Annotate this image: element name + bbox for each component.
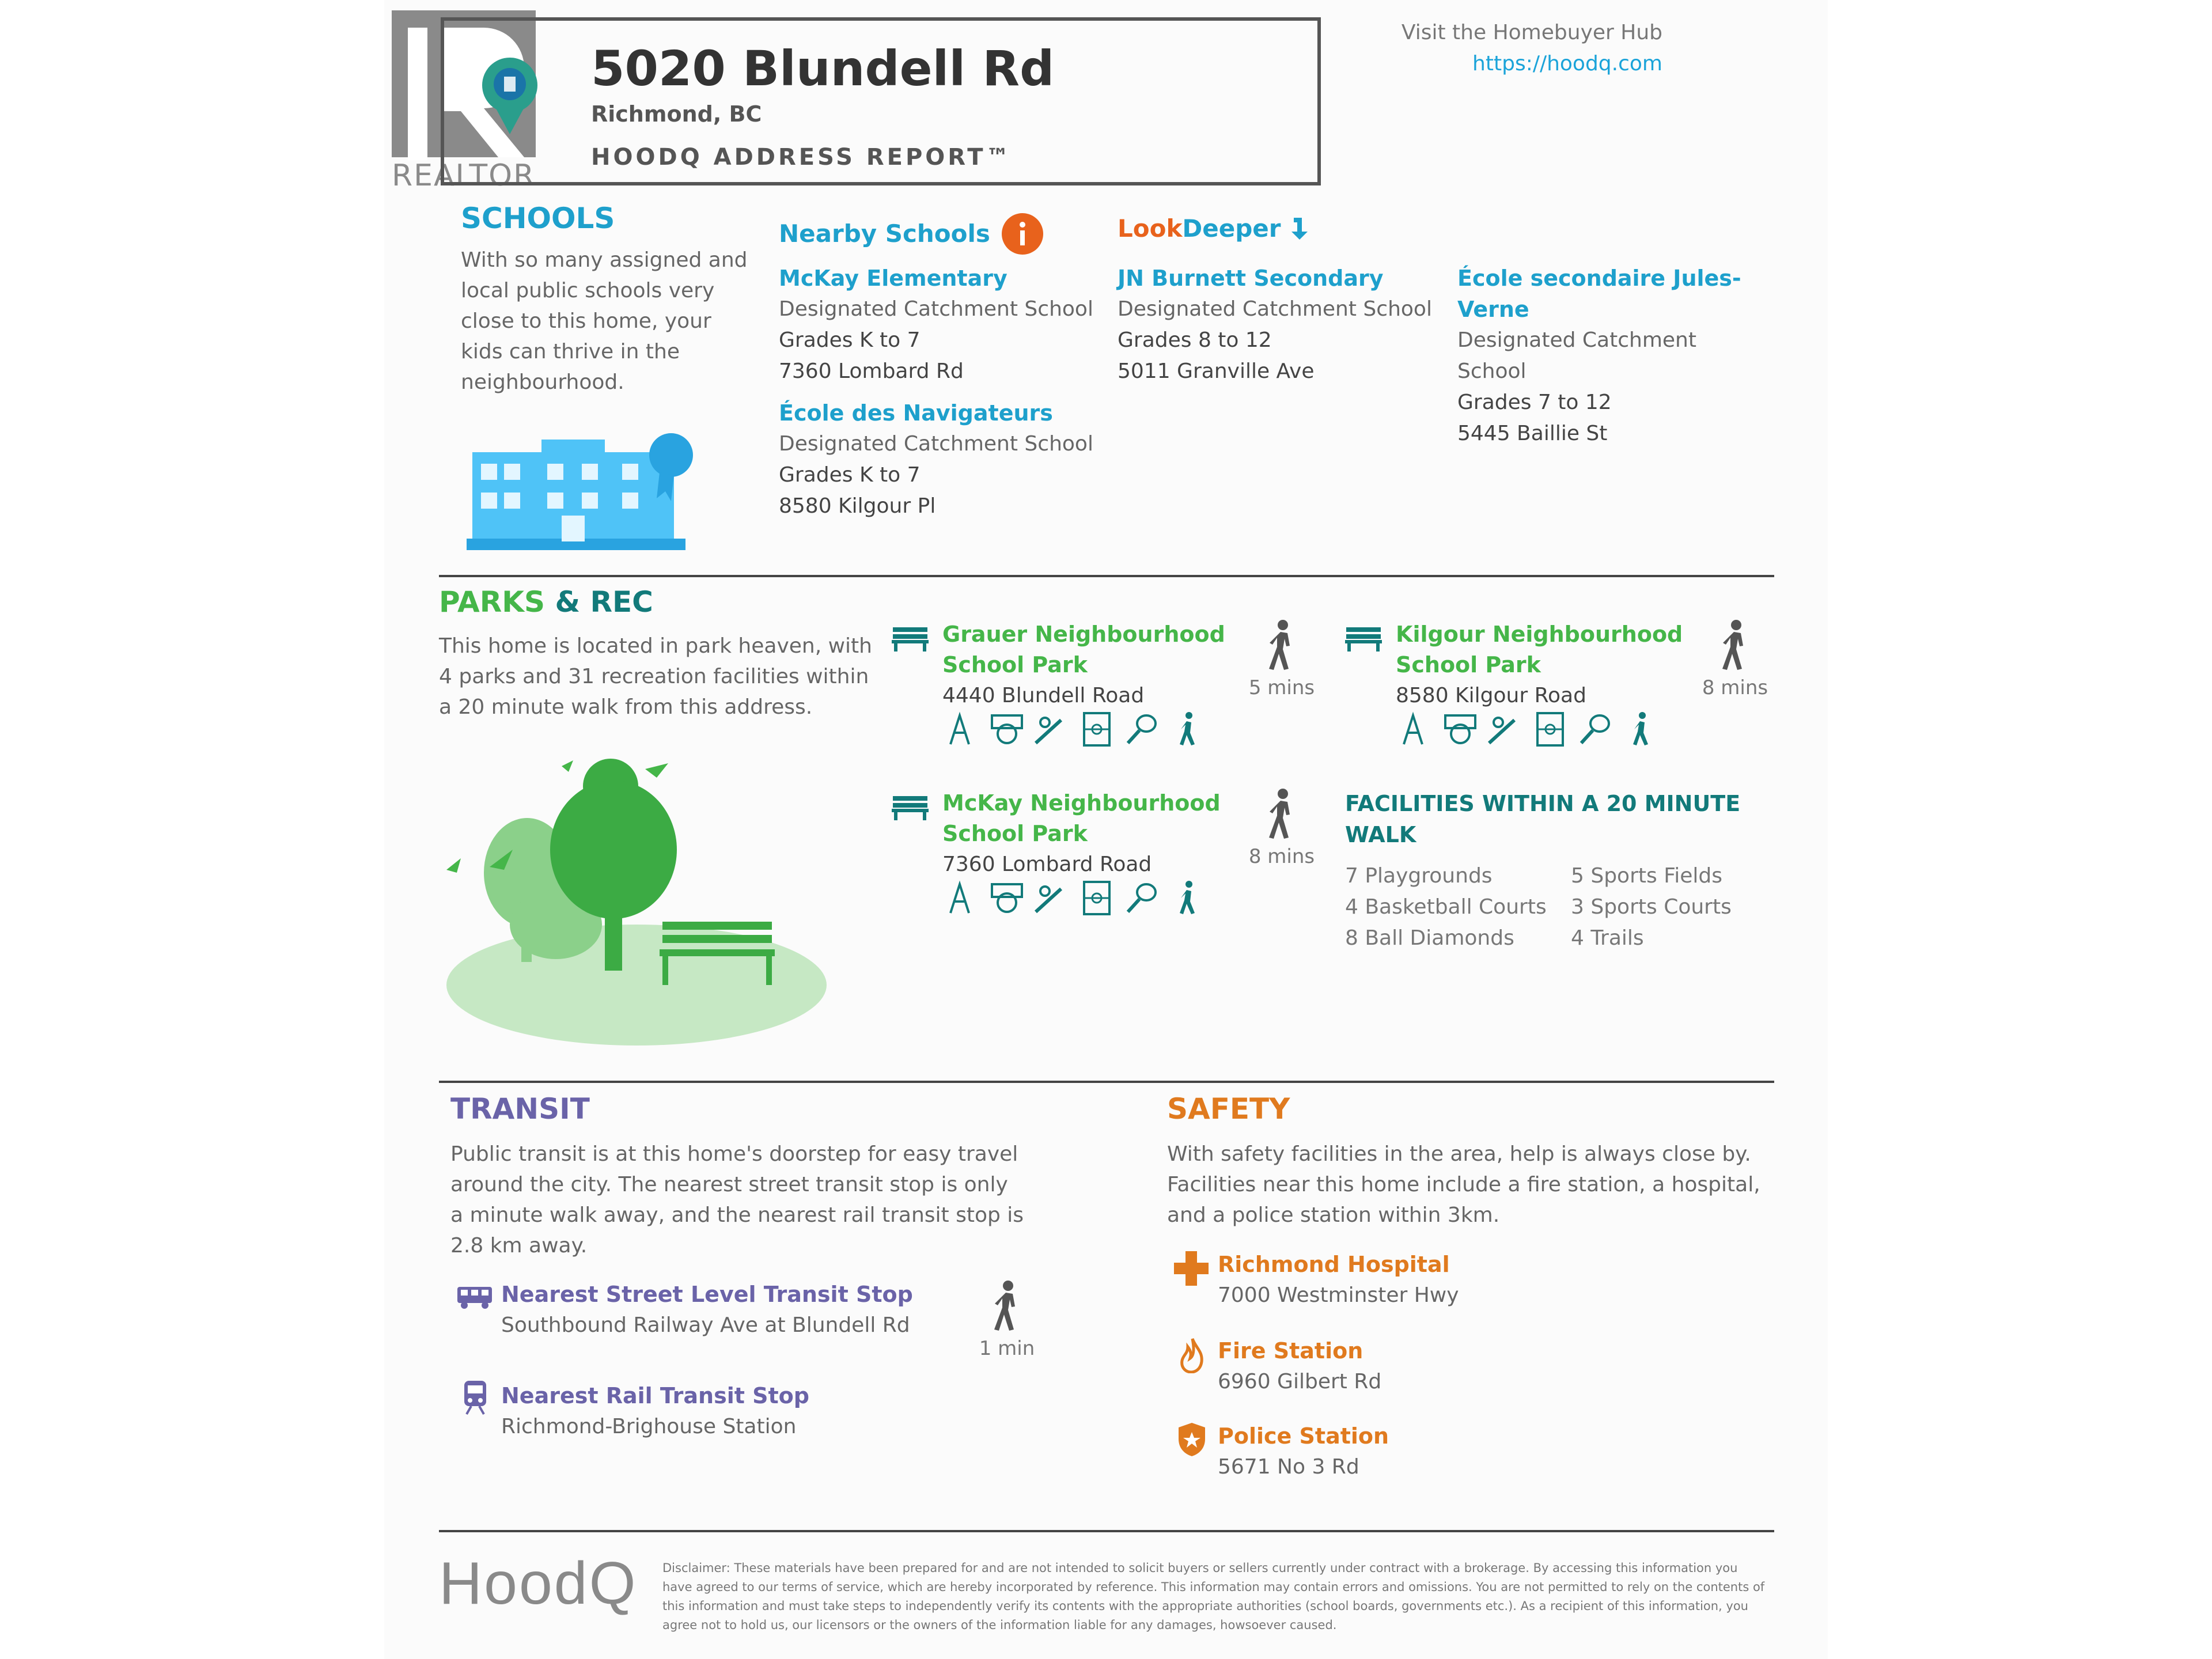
basketball-icon — [1441, 710, 1480, 749]
walking-person-icon — [1264, 788, 1299, 840]
facility-icons — [1396, 710, 1660, 749]
bench-icon — [892, 794, 929, 821]
school-card — [1118, 263, 1440, 387]
school-address: 8580 Kilgour Pl — [779, 494, 936, 518]
hoodq-logo: HoodQ — [439, 1550, 638, 1617]
safety-facility-address: 7000 Westminster Hwy — [1218, 1283, 1459, 1307]
safety-facility-name[interactable]: Police Station — [1218, 1423, 1389, 1449]
transit-description: Public transit is at this home's doorstep for easy travel around the city. The nearest street transit stop is only a minute walk away, and the nearest rail transit stop is 2.8 km away. — [450, 1142, 1024, 1257]
school-address: 5011 Granville Ave — [1118, 359, 1315, 383]
walk-time-label: 1 min — [979, 1337, 1035, 1360]
facility-count: 4 Basketball Courts — [1345, 895, 1547, 919]
facility-count: 4 Trails — [1571, 926, 1644, 950]
park-name[interactable]: Kilgour Neighbourhood School Park — [1396, 622, 1683, 677]
divider — [439, 575, 1774, 577]
info-icon[interactable] — [1002, 213, 1043, 255]
safety-facility-address: 6960 Gilbert Rd — [1218, 1370, 1382, 1393]
sports-field-icon — [1531, 710, 1570, 749]
transit-title: TRANSIT — [450, 1092, 590, 1126]
walk-time — [961, 1280, 1053, 1360]
park-address: 4440 Blundell Road — [942, 684, 1145, 707]
parks-title — [439, 585, 653, 619]
divider — [439, 1530, 1774, 1532]
facilities-title: FACILITIES WITHIN A 20 MINUTE WALK — [1345, 791, 1741, 847]
park-name[interactable]: Grauer Neighbourhood School Park — [942, 622, 1225, 677]
school-grades: Grades 7 to 12 — [1457, 391, 1612, 414]
street-transit-label[interactable]: Nearest Street Level Transit Stop — [501, 1282, 913, 1307]
safety-facility — [1218, 1421, 1736, 1482]
report-title: HOODQ ADDRESS REPORT™ — [591, 144, 1012, 171]
safety-facility — [1218, 1249, 1736, 1310]
safety-title: SAFETY — [1167, 1092, 1290, 1126]
school-type: Designated Catchment School — [779, 297, 1093, 321]
bus-icon — [456, 1285, 493, 1310]
tennis-icon — [1575, 710, 1615, 749]
school-name[interactable]: École secondaire Jules-Verne — [1457, 266, 1741, 322]
walk-time-label: 8 mins — [1248, 845, 1315, 868]
rail-transit-stop: Richmond-Brighouse Station — [501, 1415, 797, 1438]
sports-field-icon — [1077, 710, 1116, 749]
tennis-icon — [1122, 878, 1161, 918]
facility-count: 5 Sports Fields — [1571, 864, 1723, 888]
hospital-cross-icon — [1173, 1250, 1210, 1287]
school-address: 7360 Lombard Rd — [779, 359, 964, 383]
walk-time — [1236, 619, 1328, 699]
facility-icons — [942, 710, 1206, 749]
realtor-label: REALTOR — [392, 158, 536, 193]
rail-transit-label[interactable]: Nearest Rail Transit Stop — [501, 1383, 809, 1408]
rail-transit — [501, 1380, 974, 1442]
arrow-down-icon — [1289, 215, 1312, 242]
property-city: Richmond, BC — [591, 101, 762, 127]
fire-icon — [1179, 1338, 1205, 1373]
nearby-schools-label: Nearby Schools — [779, 219, 990, 248]
hub-text: Visit the Homebuyer Hub — [1401, 21, 1662, 44]
look-deeper-prefix: Look — [1118, 214, 1183, 243]
school-name[interactable]: McKay Elementary — [779, 266, 1007, 291]
school-name[interactable]: École des Navigateurs — [779, 400, 1053, 426]
facilities-grid — [1345, 861, 1766, 954]
property-address: 5020 Blundell Rd — [591, 40, 1055, 97]
train-icon — [462, 1380, 488, 1415]
baseball-icon — [1486, 710, 1525, 749]
parks-title-a: PARKS — [439, 585, 546, 619]
playground-icon — [942, 710, 982, 749]
park-name[interactable]: McKay Neighbourhood School Park — [942, 790, 1221, 846]
walk-time — [1236, 788, 1328, 868]
look-deeper-suffix: Deeper — [1182, 214, 1281, 243]
park-address: 8580 Kilgour Road — [1396, 684, 1586, 707]
facility-count: 3 Sports Courts — [1571, 895, 1732, 919]
safety-facility-address: 5671 No 3 Rd — [1218, 1455, 1359, 1479]
parks-title-b: & REC — [555, 585, 653, 619]
sports-field-icon — [1077, 878, 1116, 918]
school-card — [1457, 263, 1757, 449]
school-type: Designated Catchment School — [779, 432, 1093, 456]
basketball-icon — [987, 710, 1027, 749]
school-grades: Grades K to 7 — [779, 463, 921, 487]
street-transit — [501, 1279, 974, 1340]
trail-runner-icon — [1620, 710, 1660, 749]
school-grades: Grades K to 7 — [779, 328, 921, 352]
schools-description: With so many assigned and local public schools very close to this home, your kids can thrive in the neighbourhood. — [461, 248, 748, 394]
divider — [439, 1081, 1774, 1083]
park-address: 7360 Lombard Road — [942, 853, 1152, 876]
walk-time-label: 5 mins — [1248, 676, 1315, 699]
park-illustration — [441, 752, 844, 1054]
disclaimer-text: Disclaimer: These materials have been prepared for and are not intended to solicit buyers or sellers currently under contract with a brokerage. By accessing this information you have agreed to our terms of service, which are hereby incorporated by reference. This information may contain errors and omissions. You are not permitted to rely on the contents of this information and must take steps to independently verify its contents with the appropriate authorities (school boards, governments etc.). As a recipient of this information, you agree not to hold us, our licensors or the owners of the information liable for any damages, howsoever caused. — [662, 1561, 1765, 1632]
park-card — [942, 788, 1242, 880]
bench-icon — [892, 625, 929, 653]
trail-runner-icon — [1167, 878, 1206, 918]
safety-description: With safety facilities in the area, help is always close by. Facilities near this home include a fire station, a hospital, and a police station within 3km. — [1167, 1142, 1760, 1227]
walk-time-label: 8 mins — [1702, 676, 1768, 699]
walking-person-icon — [1264, 619, 1299, 671]
school-building-illustration — [467, 429, 703, 555]
street-transit-stop: Southbound Railway Ave at Blundell Rd — [501, 1313, 910, 1337]
facilities-summary — [1345, 788, 1766, 954]
school-type: Designated Catchment School — [1118, 297, 1432, 321]
walking-person-icon — [1718, 619, 1752, 671]
baseball-icon — [1032, 710, 1071, 749]
school-address: 5445 Baillie St — [1457, 422, 1608, 445]
playground-icon — [942, 878, 982, 918]
school-card — [779, 263, 1101, 387]
look-deeper[interactable] — [1118, 213, 1312, 244]
park-card — [942, 619, 1242, 711]
school-type: Designated Catchment School — [1457, 328, 1696, 383]
school-card — [779, 397, 1101, 522]
hub-link[interactable]: https://hoodq.com — [1472, 52, 1662, 75]
playground-icon — [1396, 710, 1435, 749]
facility-icons — [942, 878, 1206, 918]
police-badge-icon — [1176, 1422, 1207, 1457]
walking-person-icon — [990, 1280, 1024, 1332]
schools-title: SCHOOLS — [461, 202, 615, 235]
nearby-schools-heading — [779, 213, 1043, 255]
trail-runner-icon — [1167, 710, 1206, 749]
basketball-icon — [987, 878, 1027, 918]
bench-icon — [1345, 625, 1382, 653]
facility-count: 8 Ball Diamonds — [1345, 926, 1514, 950]
safety-facility — [1218, 1335, 1736, 1397]
walk-time — [1689, 619, 1781, 699]
safety-facility-name[interactable]: Fire Station — [1218, 1338, 1363, 1363]
facility-count: 7 Playgrounds — [1345, 864, 1493, 888]
homebuyer-hub — [1325, 17, 1662, 79]
parks-description: This home is located in park heaven, with 4 parks and 31 recreation facilities within a 20 minute walk from this address. — [439, 634, 872, 719]
tennis-icon — [1122, 710, 1161, 749]
baseball-icon — [1032, 878, 1071, 918]
school-grades: Grades 8 to 12 — [1118, 328, 1272, 352]
park-card — [1396, 619, 1684, 711]
safety-facility-name[interactable]: Richmond Hospital — [1218, 1252, 1450, 1277]
school-name[interactable]: JN Burnett Secondary — [1118, 266, 1384, 291]
